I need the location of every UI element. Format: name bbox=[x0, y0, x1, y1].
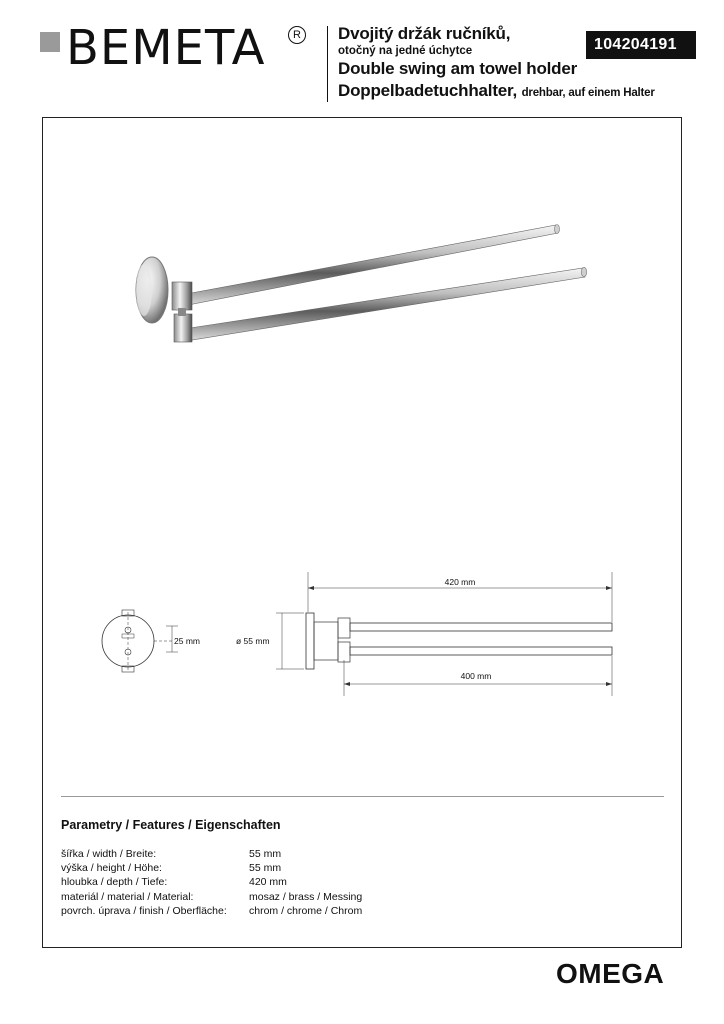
brand-name: BEMETA bbox=[66, 20, 266, 76]
series-name: OMEGA bbox=[556, 958, 665, 989]
parameters-table bbox=[61, 847, 362, 918]
param-row bbox=[61, 861, 362, 875]
title-cz: Dvojitý držák ručníků, bbox=[338, 24, 511, 43]
registered-mark: R bbox=[288, 26, 306, 44]
technical-drawing bbox=[90, 560, 630, 710]
swivel-block-upper bbox=[172, 282, 192, 310]
param-value: 55 mm bbox=[249, 862, 282, 875]
parameters-heading: Parametry / Features / Eigenschaften bbox=[61, 818, 281, 832]
dim-depth-label: 420 mm bbox=[444, 577, 476, 587]
section-divider bbox=[61, 796, 664, 797]
param-value: chrom / chrome / Chrom bbox=[249, 904, 363, 917]
title-en: Double swing am towel holder bbox=[338, 59, 578, 78]
title-de: Doppelbadetuchhalter, bbox=[338, 81, 518, 100]
lower-bar bbox=[190, 268, 585, 340]
subtitle-cz: otočný na jedné úchytce bbox=[338, 45, 473, 57]
logo-square bbox=[40, 32, 60, 52]
param-row bbox=[61, 875, 362, 889]
subtitle-de: drehbar, auf einem Halter bbox=[521, 87, 655, 99]
side-view-bar-upper bbox=[350, 623, 612, 631]
param-row bbox=[61, 890, 362, 904]
upper-bar bbox=[186, 225, 558, 305]
dim-bar-label: 400 mm bbox=[460, 671, 492, 681]
param-row bbox=[61, 904, 362, 918]
product-code: 104204191 bbox=[586, 31, 696, 59]
brand-logo bbox=[40, 20, 310, 76]
swivel-block-lower bbox=[174, 314, 192, 342]
side-view-bar-lower bbox=[350, 647, 612, 655]
title-de-line bbox=[338, 80, 678, 104]
param-label: materiál / material / Material: bbox=[61, 890, 194, 903]
dim-side-label: 25 mm bbox=[174, 636, 200, 646]
param-value: 55 mm bbox=[249, 848, 282, 860]
param-label: povrch. úprava / finish / Oberfläche: bbox=[61, 904, 227, 917]
param-label: hloubka / depth / Tiefe: bbox=[61, 876, 168, 889]
param-row bbox=[61, 847, 362, 861]
product-image bbox=[130, 210, 610, 380]
header-divider bbox=[327, 26, 328, 102]
param-label: šířka / width / Breite: bbox=[61, 848, 157, 860]
param-value: 420 mm bbox=[249, 876, 287, 889]
side-view-plate bbox=[306, 613, 314, 669]
param-label: výška / height / Höhe: bbox=[61, 862, 162, 875]
dim-diameter-label: ø 55 mm bbox=[236, 636, 270, 646]
param-value: mosaz / brass / Messing bbox=[249, 890, 363, 903]
